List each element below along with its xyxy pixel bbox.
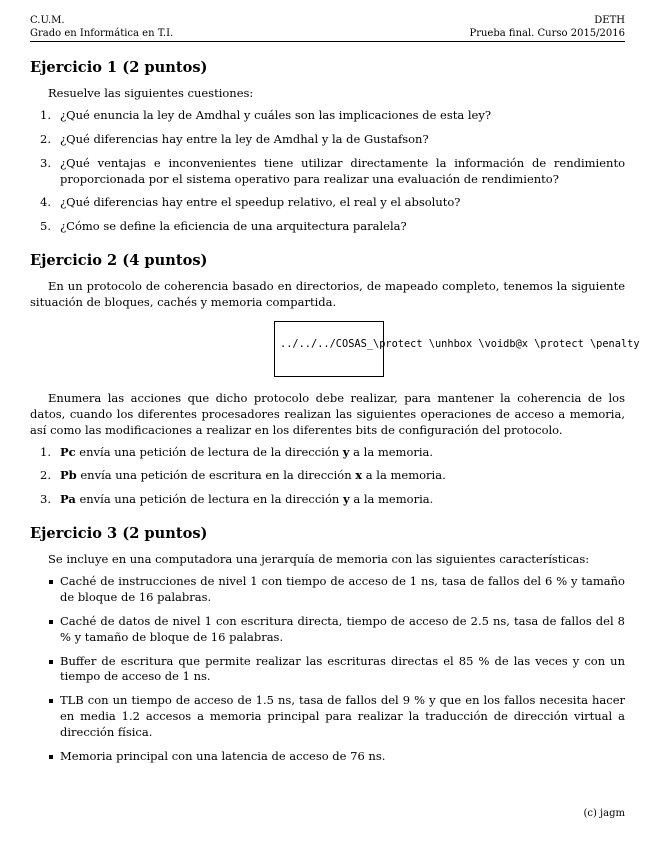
exercise-3-intro: Se incluye en una computadora una jerarquía de memoria con las siguientes características:	[48, 552, 590, 567]
list-item: 3. ¿Qué ventajas e inconvenientes tiene utilizar directamente la información de rendimiento proporcionada por el sistema operativo para realizar una evaluación de rendimiento?	[40, 155, 625, 186]
figure-missing-path: ../../../COSAS_\protect \unhbox \voidb@x \protect \penalty	[280, 337, 640, 350]
exercise-1-intro: Resuelve las siguientes cuestiones:	[48, 86, 254, 101]
bullet-icon	[49, 660, 53, 664]
exercise-2-body: Enumera las acciones que dicho protocolo debe realizar, para mantener la coherencia de los datos, cuando los diferentes procesadores realizan las siguientes operaciones de acceso a memoria, así como las modificaciones a realizar en los diferentes bits de configuración del protocolo.	[30, 390, 625, 437]
list-item: 2. ¿Qué diferencias hay entre la ley de Amdhal y la de Gustafson?	[40, 131, 429, 146]
list-item: Caché de datos de nivel 1 con escritura directa, tiempo de acceso de 2.5 ns, tasa de fallos del 8 % y tamaño de bloque de 16 palabras.	[30, 614, 625, 646]
header-rule	[30, 41, 625, 42]
exercise-2-title: Ejercicio 2 (4 puntos)	[30, 252, 208, 270]
list-item: 3. Pa envía una petición de lectura en la dirección y a la memoria.	[40, 492, 434, 507]
list-item: Buffer de escritura que permite realizar las escrituras directas el 85 % de las veces y con un tiempo de acceso de 1 ns.	[30, 654, 625, 686]
list-item: TLB con un tiempo de acceso de 1.5 ns, tasa de fallos del 9 % y que en los fallos necesita hacer en media 1.2 accesos a memoria principal para realizar la traducción de dirección virtual a dirección física.	[30, 693, 625, 741]
exercise-3-characteristics	[30, 574, 625, 765]
bullet-icon	[49, 620, 53, 624]
header-left-top: C.U.M.	[30, 15, 65, 26]
page-header-second-row	[30, 27, 625, 40]
page-header	[30, 14, 625, 27]
exercise-2-intro: En un protocolo de coherencia basado en directorios, de mapeado completo, tenemos la siguiente situación de bloques, cachés y memoria compartida.	[30, 279, 625, 310]
figure-placeholder	[30, 321, 640, 381]
bullet-icon	[49, 699, 53, 703]
list-item: 5. ¿Cómo se define la eficiencia de una arquitectura paralela?	[40, 219, 407, 234]
exercise-1-questions	[30, 108, 625, 235]
header-right-bottom: Prueba final. Curso 2015/2016	[469, 28, 625, 39]
exam-page	[30, 14, 640, 773]
header-right-top: DETH	[594, 15, 625, 26]
list-item: 2. Pb envía una petición de escritura en la dirección x a la memoria.	[40, 468, 446, 483]
list-item: 1. Pc envía una petición de lectura de la dirección y a la memoria.	[40, 444, 434, 459]
exercise-2-operations	[30, 445, 625, 509]
list-item: 4. ¿Qué diferencias hay entre el speedup relativo, el real y el absoluto?	[40, 195, 461, 210]
bullet-icon	[49, 580, 53, 584]
list-item: Memoria principal con una latencia de acceso de 76 ns.	[30, 749, 625, 765]
list-item: Caché de instrucciones de nivel 1 con tiempo de acceso de 1 ns, tasa de fallos del 6 % y tamaño de bloque de 16 palabras.	[30, 574, 625, 606]
exercise-3-title: Ejercicio 3 (2 puntos)	[30, 525, 208, 543]
header-left-bottom: Grado en Informática en T.I.	[30, 28, 174, 39]
bullet-icon	[49, 755, 53, 759]
list-item: 1. ¿Qué enuncia la ley de Amdhal y cuáles son las implicaciones de esta ley?	[40, 107, 492, 122]
page-footer: (c) jagm	[583, 808, 625, 819]
exercise-1-title: Ejercicio 1 (2 puntos)	[30, 59, 208, 76]
